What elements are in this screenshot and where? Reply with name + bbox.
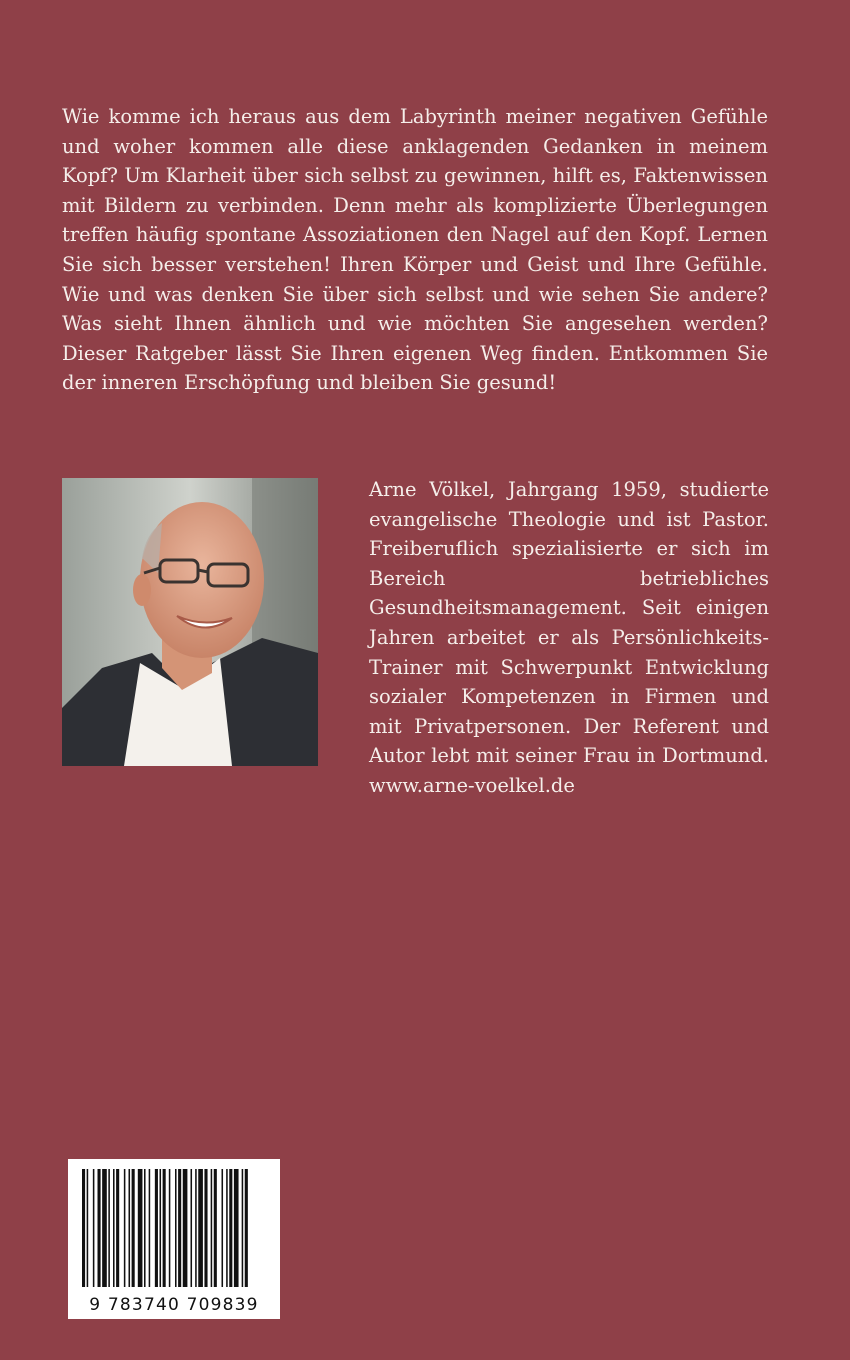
barcode-bar bbox=[149, 1169, 151, 1287]
barcode-bar bbox=[245, 1169, 248, 1287]
barcode-bar bbox=[226, 1169, 228, 1287]
barcode-bar bbox=[144, 1169, 146, 1287]
barcode-bar bbox=[204, 1169, 207, 1287]
barcode-bar bbox=[198, 1169, 203, 1287]
author-photo bbox=[62, 478, 318, 766]
barcode-bar bbox=[129, 1169, 131, 1287]
barcode-bar bbox=[113, 1169, 115, 1287]
barcode-bar bbox=[163, 1169, 166, 1287]
barcode-bar bbox=[178, 1169, 181, 1287]
barcode-bar bbox=[211, 1169, 213, 1287]
isbn-barcode bbox=[68, 1159, 280, 1319]
barcode-bar bbox=[132, 1169, 135, 1287]
barcode-bar bbox=[98, 1169, 101, 1287]
barcode-bar bbox=[222, 1169, 224, 1287]
barcode-bar bbox=[155, 1169, 158, 1287]
barcode-bar bbox=[93, 1169, 95, 1287]
author-bio: Arne Völkel, Jahrgang 1959, studierte evangelische Theologie und ist Pastor. Freiberuflich spezialisierte er sich im Bereich betriebliches Gesundheitsmanagement. Seit einigen Jahren arbeitet er als Persönlichkeits-Trainer mit Schwerpunkt Entwicklung sozialer Kompetenzen in Firmen und mit Privatpersonen. Der Referent und Autor lebt mit seiner Frau in Dortmund. www.arne-voelkel.de bbox=[369, 478, 769, 797]
barcode-bar bbox=[175, 1169, 177, 1287]
barcode-bar bbox=[214, 1169, 217, 1287]
barcode-bar bbox=[169, 1169, 171, 1287]
barcode-bar bbox=[82, 1169, 85, 1287]
barcode-bar bbox=[234, 1169, 239, 1287]
barcode-bar bbox=[183, 1169, 188, 1287]
barcode-bar bbox=[160, 1169, 162, 1287]
barcode-bar bbox=[195, 1169, 197, 1287]
barcode-bar bbox=[138, 1169, 143, 1287]
barcode-bar bbox=[229, 1169, 232, 1287]
barcode-bar bbox=[242, 1169, 244, 1287]
barcode-bar bbox=[108, 1169, 110, 1287]
barcode-bar bbox=[87, 1169, 89, 1287]
blurb-text: Wie komme ich heraus aus dem Labyrinth meiner negativen Gefühle und woher kommen alle diese anklagenden Gedanken in meinem Kopf? Um Klarheit über sich selbst zu gewinnen, hilft es, Faktenwissen mit Bildern zu verbinden. Denn mehr als komplizierte Überlegungen treffen häufig spontane Assoziationen den Nagel auf den Kopf. Lernen Sie sich besser verstehen! Ihren Körper und Geist und Ihre Gefühle. Wie und was denken Sie über sich selbst und wie sehen Sie andere? Was sieht Ihnen ähnlich und wie möchten Sie angesehen werden? Dieser Ratgeber lässt Sie Ihren eigenen Weg finden. Entkommen Sie der inneren Erschöpfung und bleiben Sie gesund! bbox=[62, 105, 768, 395]
barcode-bar bbox=[102, 1169, 107, 1287]
barcode-bar bbox=[124, 1169, 126, 1287]
barcode-bar bbox=[116, 1169, 119, 1287]
barcode-number: 9 783740 709839 bbox=[89, 1295, 259, 1315]
barcode-bar bbox=[191, 1169, 193, 1287]
